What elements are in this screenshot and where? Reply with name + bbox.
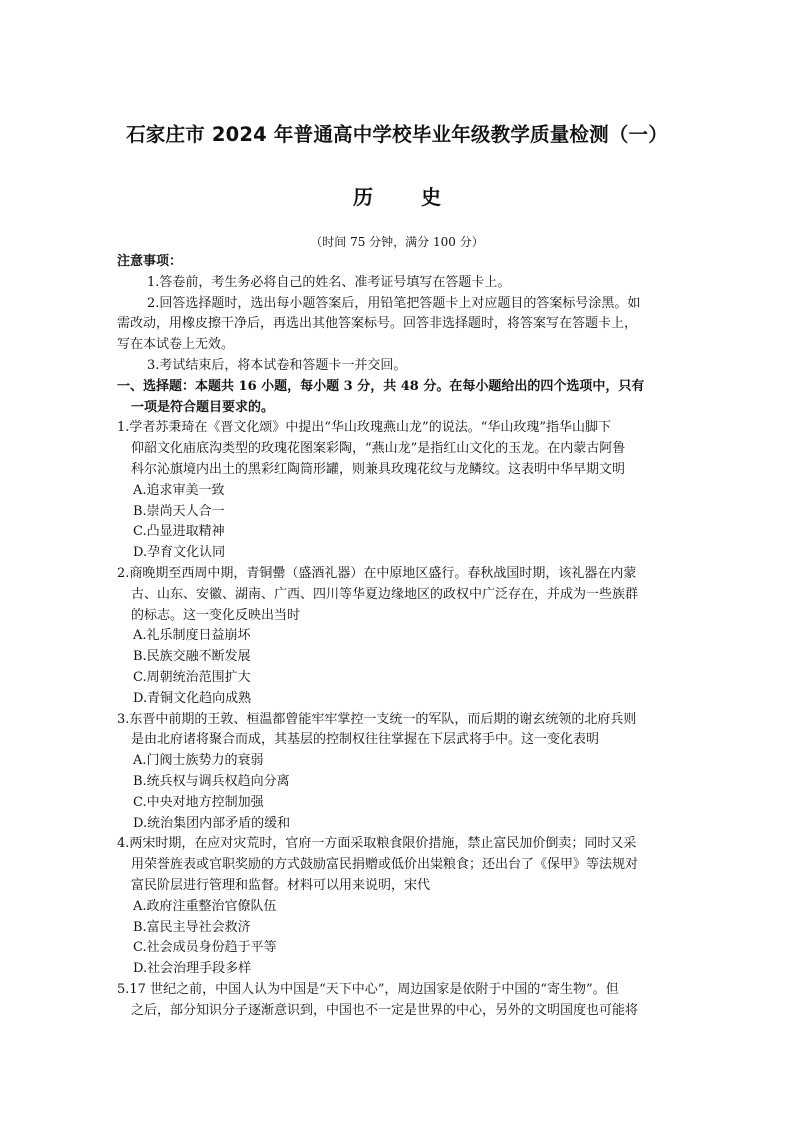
question-3: [117, 710, 683, 835]
question-2: [117, 564, 683, 710]
question-4: [117, 834, 683, 980]
question-stem-line: 4.两宋时期，在应对灾荒时，官府一方面采取粮食限价措施，禁止富民加价倒卖；同时又采: [117, 836, 637, 852]
question-stem-line: 5.17 世纪之前，中国人认为中国是“天下中心”，周边国家是依附于中国的“寄生物”。但: [117, 981, 619, 997]
notice-item-2-line-1: 2.回答选择题时，选出每小题答案后，用铅笔把答题卡上对应题目的答案标号涂黑。如: [147, 295, 641, 311]
option-c: C.社会成员身份趋于平等: [133, 940, 277, 956]
notice-item-2-line-3: 写在本试卷上无效。: [117, 337, 235, 353]
notice-heading: 注意事项：: [117, 254, 183, 269]
option-d: D.社会治理手段多样: [133, 961, 252, 977]
option-a: A.追求审美一致: [133, 482, 225, 498]
option-c: C.中央对地方控制加强: [133, 794, 264, 810]
option-a: A.门阀士族势力的衰弱: [133, 753, 264, 769]
notice-item-2-line-2: 需改动，用橡皮擦干净后，再选出其他答案标号。回答非选择题时，将答案写在答题卡上，: [117, 316, 638, 332]
question-stem-line: 之后，部分知识分子逐渐意识到，中国也不一定是世界的中心，另外的文明国度也可能将: [131, 1002, 639, 1018]
question-stem-line: 仰韶文化庙底沟类型的玫瑰花图案彩陶，“燕山龙”是指红山文化的玉龙。在内蒙古阿鲁: [131, 441, 626, 457]
question-stem-line: 古、山东、安徽、湖南、广西、四川等华夏边缘地区的政权中广泛存在，并成为一些族群: [131, 586, 639, 602]
question-stem-line: 是由北府诸将聚合而成，其基层的控制权往往掌握在下层武将手中。这一变化表明: [131, 732, 600, 748]
question-stem-line: 的标志。这一变化反映出当时: [131, 607, 301, 623]
option-c: C.凸显进取精神: [133, 524, 225, 540]
notice-item-3: 3.考试结束后，将本试卷和答题卡一并交回。: [147, 357, 407, 373]
time-note: （时间 75 分钟，满分 100 分）: [310, 235, 484, 249]
option-d: D.孕育文化认同: [133, 545, 226, 561]
option-a: A.礼乐制度日益崩坏: [133, 628, 251, 644]
question-5: [117, 980, 683, 1022]
question-stem-line: 富民阶层进行管理和监督。材料可以用来说明，宋代: [131, 877, 431, 893]
question-1: [117, 418, 683, 564]
option-d: D.统治集团内部矛盾的缓和: [133, 815, 291, 831]
question-stem-line: 用荣誉旌表或官职奖励的方式鼓励富民捐赠或低价出粜粮食；还出台了《保甲》等法规对: [131, 857, 639, 873]
notice-item-1: 1.答卷前，考生务必将自己的姓名、准考证号填写在答题卡上。: [147, 274, 511, 290]
question-stem-line: 科尔沁旗境内出土的黑彩红陶筒形罐，则兼具玫瑰花纹与龙鳞纹。这表明中华早期文明: [131, 461, 626, 477]
question-stem-line: 3.东晋中前期的王敦、桓温都曾能牢牢掌控一支统一的军队，而后期的谢玄统领的北府兵则: [117, 711, 637, 727]
exam-title: 石家庄市 2024 年普通高中学校毕业年级教学质量检测（一）: [126, 123, 668, 146]
option-b: B.统兵权与调兵权趋向分离: [133, 773, 290, 789]
option-d: D.青铜文化趋向成熟: [133, 690, 252, 706]
question-stem-line: 1.学者苏秉琦在《晋文化颂》中提出“华山玫瑰燕山龙”的说法。“华山玫瑰”指华山脚下: [117, 420, 611, 436]
option-b: B.富民主导社会救济: [133, 919, 251, 935]
section-heading-line-1: 一、选择题：本题共 16 小题，每小题 3 分，共 48 分。在每小题给出的四个选项中，只有: [117, 378, 645, 394]
subject-title: 历 史: [353, 185, 455, 209]
option-c: C.周朝统治范围扩大: [133, 669, 251, 685]
section-heading-line-2: 一项是符合题目要求的。: [131, 399, 275, 415]
option-b: B.崇尚天人合一: [133, 503, 225, 519]
exam-body: [117, 252, 683, 1021]
option-b: B.民族交融不断发展: [133, 649, 251, 665]
option-a: A.政府注重整治官僚队伍: [133, 898, 277, 914]
question-stem-line: 2.商晚期至西周中期，青铜罍（盛酒礼器）在中原地区盛行。春秋战国时期，该礼器在内蒙: [117, 565, 637, 581]
